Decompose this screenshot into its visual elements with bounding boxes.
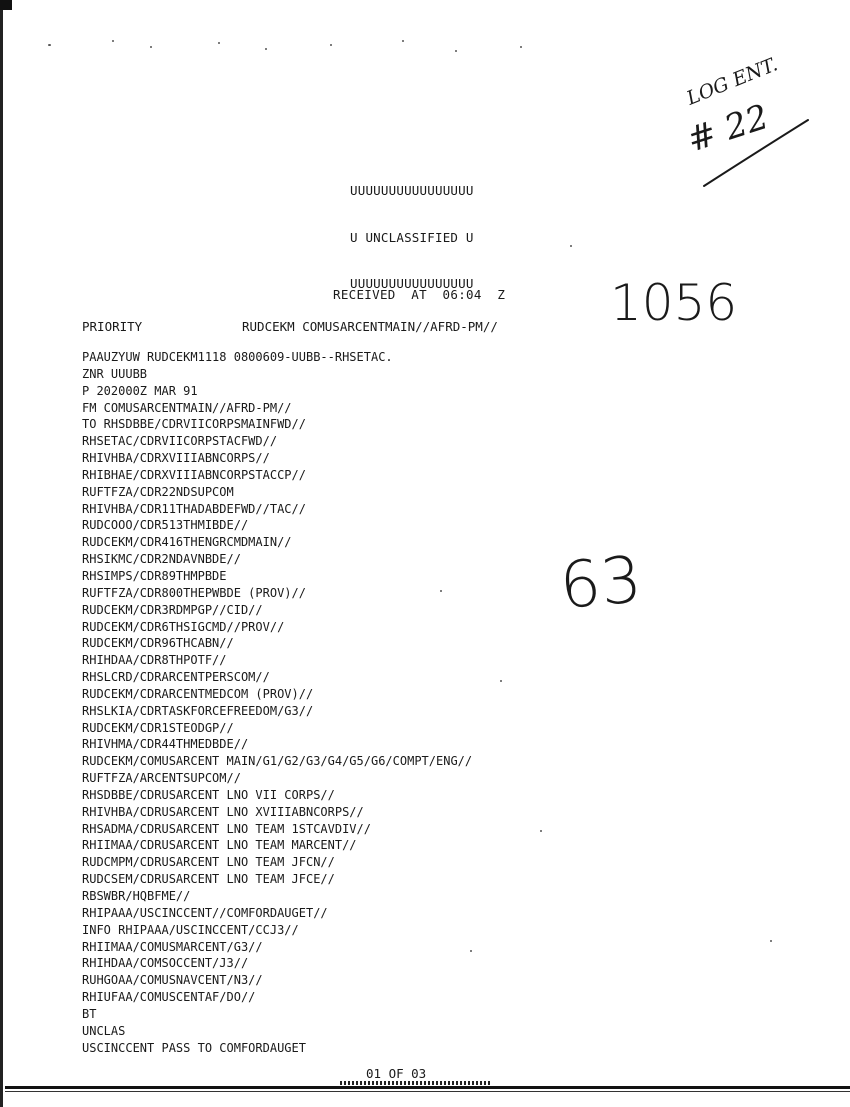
message-line: RHIUFAA/COMUSCENTAF/DO// bbox=[82, 990, 256, 1005]
message-line: RUDCEKM/CDR3RDMPGP//CID// bbox=[82, 602, 263, 617]
routing-indicator: RUDCEKM COMUSARCENTMAIN//AFRD-PM// bbox=[242, 319, 498, 334]
message-line: RHIVHBA/CDRXVIIIABNCORPS// bbox=[82, 451, 270, 466]
message-line: BT bbox=[82, 1006, 97, 1021]
message-line: P 202000Z MAR 91 bbox=[82, 383, 198, 398]
message-line: RHSIKMC/CDR2NDAVNBDE// bbox=[82, 552, 241, 567]
message-line: INFO RHIPAAA/USCINCCENT/CCJ3// bbox=[82, 922, 299, 937]
message-line: RHSLKIA/CDRTASKFORCEFREEDOM/G3// bbox=[82, 703, 314, 718]
message-line: RUDCEKM/CDR1STEODGP// bbox=[82, 720, 234, 735]
message-line: FM COMUSARCENTMAIN//AFRD-PM// bbox=[82, 400, 292, 415]
message-line: RUDCEKM/CDRARCENTMEDCOM (PROV)// bbox=[82, 686, 314, 701]
handwritten-log-entry: LOG ENT. bbox=[683, 53, 781, 110]
message-line: RHIVHBA/CDR11THADABDEFWD//TAC// bbox=[82, 501, 306, 516]
message-line: RUFTFZA/CDR22NDSUPCOM bbox=[82, 484, 234, 499]
message-line: RUFTFZA/ARCENTSUPCOM// bbox=[82, 771, 241, 786]
message-line: RHIHDAA/CDR8THPOTF// bbox=[82, 653, 227, 668]
message-line: RUDCEKM/COMUSARCENT MAIN/G1/G2/G3/G4/G5/G6/COMPT/ENG// bbox=[82, 754, 473, 769]
message-line: RHIIMAA/COMUSMARCENT/G3// bbox=[82, 939, 263, 954]
message-line: RHIIMAA/CDRUSARCENT LNO TEAM MARCENT// bbox=[82, 838, 357, 853]
message-line: UNCLAS bbox=[82, 1023, 126, 1038]
message-line: PAAUZYUW RUDCEKM1118 0800609-UUBB--RHSETAC. bbox=[82, 350, 393, 364]
message-line: RUDCEKM/CDR6THSIGCMD//PROV// bbox=[82, 619, 285, 634]
message-line: RUDCMPM/CDRUSARCENT LNO TEAM JFCN// bbox=[82, 855, 335, 870]
message-line: RUFTFZA/CDR800THEPWBDE (PROV)// bbox=[82, 585, 306, 600]
message-line: RHIHDAA/COMSOCCENT/J3// bbox=[82, 956, 249, 971]
message-line: RHSIMPS/CDR89THMPBDE bbox=[82, 568, 227, 583]
message-line: RUDCOOO/CDR513THMIBDE// bbox=[82, 518, 249, 533]
message-line: ZNR UUUBB bbox=[82, 366, 148, 381]
classification-line-1: UUUUUUUUUUUUUUUU bbox=[350, 183, 474, 198]
message-line: RHSETAC/CDRVIICORPSTACFWD// bbox=[82, 434, 278, 449]
received-time: RECEIVED AT 06:04 Z bbox=[333, 287, 506, 302]
message-line: RUHGOAA/COMUSNAVCENT/N3// bbox=[82, 973, 263, 988]
message-line: RHSLCRD/CDRARCENTPERSCOM// bbox=[82, 670, 270, 685]
handwritten-page-mark: 63 bbox=[556, 543, 645, 624]
message-line: RUDCEKM/CDR96THCABN// bbox=[82, 636, 234, 651]
message-line: RHIPAAA/USCINCCENT//COMFORDAUGET// bbox=[82, 905, 328, 920]
message-line: TO RHSDBBE/CDRVIICORPSMAINFWD// bbox=[82, 417, 306, 432]
priority-label: PRIORITY bbox=[82, 319, 143, 334]
message-line: RUDCEKM/CDR416THENGRCMDMAIN// bbox=[82, 535, 292, 550]
message-line: RHIVHMA/CDR44THMEDBDE// bbox=[82, 737, 249, 752]
classification-line-3: UUUUUUUUUUUUUUUU bbox=[350, 276, 474, 291]
message-line: RHIBHAE/CDRXVIIIABNCORPSTACCP// bbox=[82, 467, 306, 482]
message-line: RHSADMA/CDRUSARCENT LNO TEAM 1STCAVDIV// bbox=[82, 821, 371, 836]
classification-line-2: U UNCLASSIFIED U bbox=[350, 229, 474, 245]
message-line: RUDCSEM/CDRUSARCENT LNO TEAM JFCE// bbox=[82, 872, 335, 887]
message-line: RBSWBR/HQBFME// bbox=[82, 889, 191, 903]
handwritten-entry-number: # 22 bbox=[682, 97, 774, 161]
message-line: USCINCCENT PASS TO COMFORDAUGET bbox=[82, 1040, 306, 1055]
handwritten-document-number: 1056 bbox=[610, 274, 738, 332]
page-number: 01 OF 03 bbox=[366, 1066, 427, 1081]
message-line: RHIVHBA/CDRUSARCENT LNO XVIIIABNCORPS// bbox=[82, 804, 364, 819]
message-line: RHSDBBE/CDRUSARCENT LNO VII CORPS// bbox=[82, 787, 335, 802]
